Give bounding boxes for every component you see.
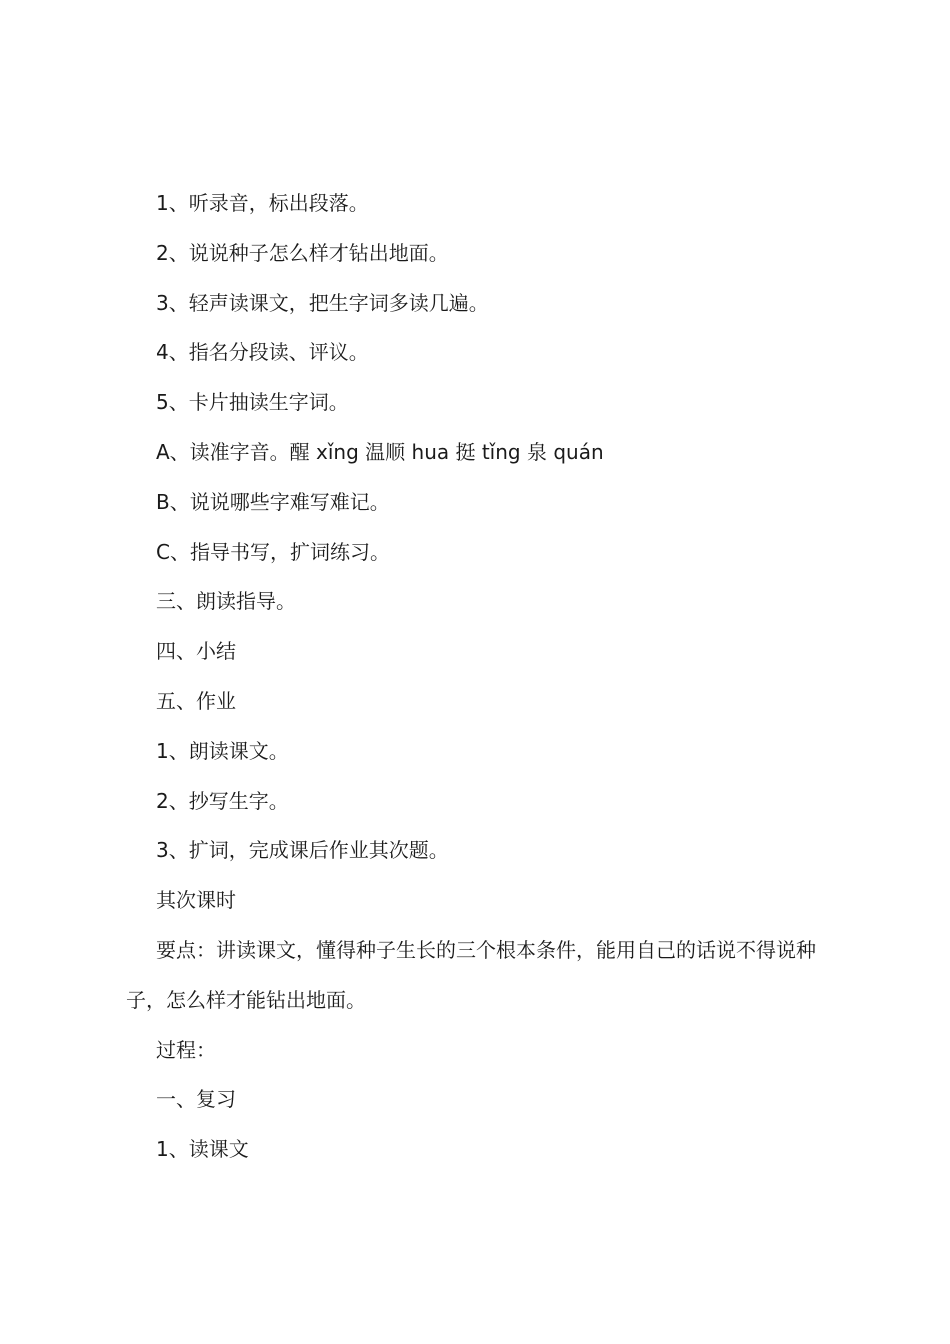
- paragraph: 2、抄写生字。: [156, 788, 289, 813]
- paragraph: 5、卡片抽读生字词。: [156, 390, 349, 415]
- paragraph: 过程：: [156, 1037, 216, 1062]
- paragraph: 三、朗读指导。: [156, 589, 296, 614]
- paragraph: 2、说说种子怎么样才钻出地面。: [156, 240, 449, 265]
- paragraph: A、读准字音。醒 xǐng 温顺 hua 挺 tǐng 泉 quán: [156, 439, 604, 464]
- paragraph: 4、指名分段读、评议。: [156, 340, 369, 365]
- section-heading: 其次课时: [156, 888, 236, 913]
- paragraph: 3、轻声读课文，把生字词多读几遍。: [156, 290, 489, 315]
- paragraph: 一、复习: [156, 1087, 236, 1112]
- paragraph: 五、作业: [156, 688, 236, 713]
- paragraph: B、说说哪些字难写难记。: [156, 489, 390, 514]
- paragraph: 要点：讲读课文，懂得种子生长的三个根本条件，能用自己的话说不得说种子，怎么样才能钻出地面。: [126, 937, 816, 1012]
- paragraph: 1、读课文: [156, 1137, 249, 1162]
- paragraph: 1、听录音，标出段落。: [156, 191, 369, 215]
- paragraph: 3、扩词，完成课后作业其次题。: [156, 838, 449, 863]
- paragraph: 1、朗读课文。: [156, 738, 289, 763]
- document-body: [126, 179, 836, 1175]
- paragraph: 四、小结: [156, 639, 236, 664]
- paragraph: C、指导书写，扩词练习。: [156, 539, 390, 564]
